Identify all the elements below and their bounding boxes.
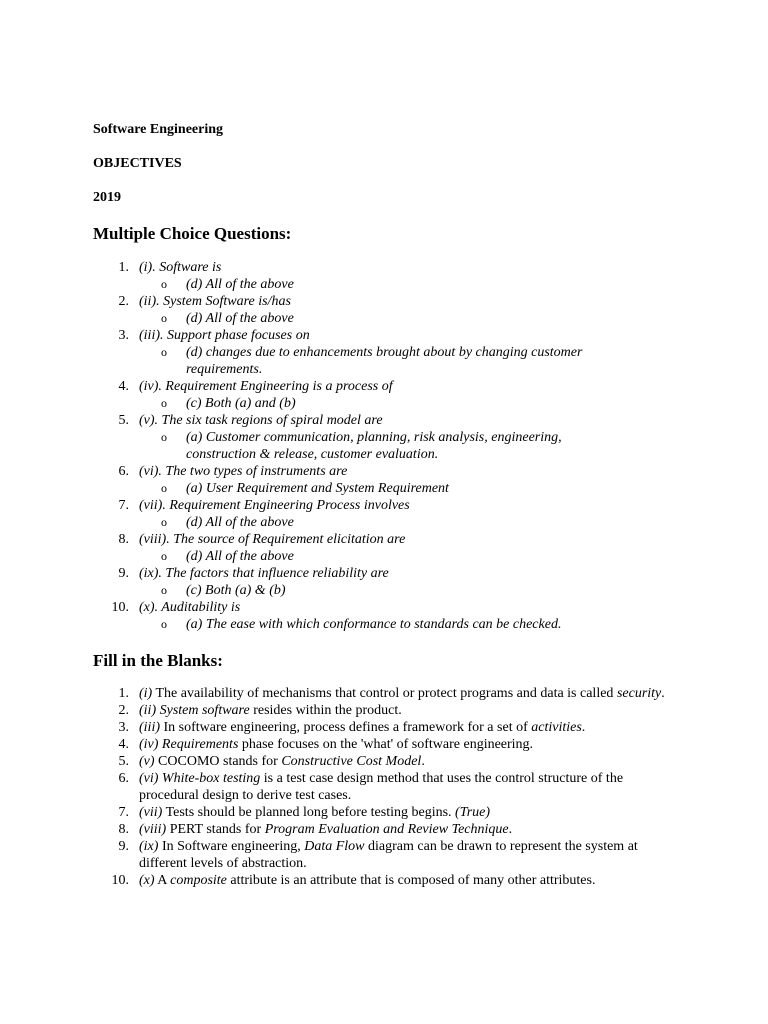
mcq-list [0,259,768,633]
fib-item [0,804,684,821]
fib-text-run: diagram can be drawn to represent the system at different levels of abstraction. [139,839,638,871]
fib-text-run: In software engineering, process defines a framework for a set of [160,720,532,735]
fib-emphasis: Data Flow [304,839,365,854]
mcq-question-text: (v). The six task regions of spiral model are [139,413,383,428]
mcq-question [0,412,684,429]
fib-item [0,719,684,736]
fib-number: 3. [118,720,129,735]
fib-text [139,838,684,872]
mcq-answer-text: (a) The ease with which conformance to standards can be checked. [186,617,562,632]
fib-number: 4. [118,737,129,752]
mcq-item [0,599,768,633]
fib-emphasis: (True) [455,805,491,820]
mcq-number: 3. [118,328,129,343]
mcq-number: 1. [118,260,129,275]
fib-text-run: . [421,754,425,769]
bullet-icon: o [161,396,167,410]
mcq-number: 5. [118,413,129,428]
mcq-question [0,327,684,344]
fib-text [139,753,684,770]
fib-emphasis: (vii) [139,805,163,820]
fib-emphasis: (x) [139,873,155,888]
fib-text [139,702,684,719]
fib-item [0,702,684,719]
mcq-item [0,497,768,531]
mcq-question-text: (vi). The two types of instruments are [139,464,348,479]
mcq-answer [0,582,626,599]
bullet-icon: o [161,430,167,444]
bullet-icon: o [161,311,167,325]
mcq-answer [0,480,626,497]
fib-number: 9. [118,839,129,854]
year-label: 2019 [93,190,121,205]
fib-text-run: resides within the product. [249,703,402,718]
mcq-answer-text: (d) changes due to enhancements brought about by changing customer requirements. [186,345,583,377]
mcq-answer-text: (d) All of the above [186,311,294,326]
mcq-question-text: (viii). The source of Requirement elicitation are [139,532,406,547]
mcq-question [0,497,684,514]
fib-emphasis: (iii) [139,720,160,735]
mcq-question [0,259,684,276]
bullet-icon: o [161,345,167,359]
mcq-number: 4. [118,379,129,394]
fib-text [139,872,684,889]
fib-emphasis: (viii) [139,822,167,837]
fib-item [0,736,684,753]
fib-emphasis: (v) [139,754,155,769]
fib-heading: Fill in the Blanks: [93,651,223,670]
mcq-number: 9. [118,566,129,581]
mcq-item [0,378,768,412]
mcq-answer-text: (c) Both (a) & (b) [186,583,286,598]
mcq-item [0,463,768,497]
mcq-number: 2. [118,294,129,309]
fib-list [0,685,768,889]
fib-text [139,685,684,702]
fib-number: 10. [111,873,129,888]
fib-number: 5. [118,754,129,769]
bullet-icon: o [161,481,167,495]
mcq-answer [0,395,626,412]
fib-text [139,821,684,838]
mcq-question-text: (ix). The factors that influence reliability are [139,566,389,581]
mcq-question-text: (ii). System Software is/has [139,294,291,309]
bullet-icon: o [161,583,167,597]
fib-text-run: . [508,822,513,837]
bullet-icon: o [161,617,167,631]
fib-item [0,753,684,770]
fib-text-run: PERT stands for [166,822,265,837]
mcq-answer-text: (d) All of the above [186,277,294,292]
mcq-item [0,293,768,327]
fib-text-run: Tests should be planned long before testing begins. [162,805,456,820]
mcq-answer [0,310,626,327]
mcq-item [0,327,768,378]
mcq-question [0,463,684,480]
mcq-item [0,531,768,565]
fib-number: 7. [118,805,129,820]
mcq-answer-text: (d) All of the above [186,549,294,564]
fib-emphasis: (i) [139,686,153,701]
fib-emphasis: security [616,686,662,701]
document-title: Software Engineering [93,122,224,137]
fib-item [0,872,684,889]
mcq-answer-text: (d) All of the above [186,515,294,530]
mcq-answer-text: (c) Both (a) and (b) [186,396,296,411]
mcq-answer-text: (a) User Requirement and System Requirement [186,481,449,496]
objectives-label: OBJECTIVES [93,156,182,171]
mcq-answer [0,276,626,293]
mcq-question [0,378,684,395]
mcq-answer [0,344,626,378]
fib-text-run: . [661,686,665,701]
fib-text-run: . [581,720,586,735]
fib-emphasis: Constructive Cost Model [281,754,422,769]
fib-emphasis: Program Evaluation and Review Technique [264,822,509,837]
fib-text-run: COCOMO stands for [154,754,282,769]
fib-number: 6. [118,771,129,786]
fib-item [0,770,684,804]
fib-text [139,770,684,804]
fib-text-run: is a test case design method that uses the control structure of the procedural design to derive test cases. [139,771,624,803]
fib-number: 8. [118,822,129,837]
mcq-answer [0,548,626,565]
mcq-item [0,565,768,599]
mcq-answer [0,514,626,531]
mcq-answer [0,616,626,633]
mcq-number: 7. [118,498,129,513]
fib-text-run: A [154,873,171,888]
fib-number: 1. [118,686,129,701]
mcq-answer-text: (a) Customer communication, planning, risk analysis, engineering, construction & release, customer evaluation. [186,430,562,462]
mcq-question-text: (iv). Requirement Engineering is a process of [139,379,393,394]
bullet-icon: o [161,515,167,529]
fib-number: 2. [118,703,129,718]
fib-item [0,685,684,702]
mcq-question [0,599,684,616]
fib-text-run: phase focuses on the 'what' of software engineering. [238,737,534,752]
mcq-question-text: (iii). Support phase focuses on [139,328,310,343]
bullet-icon: o [161,549,167,563]
fib-emphasis: (ii) System software [139,703,250,718]
mcq-answer [0,429,626,463]
fib-item [0,821,684,838]
fib-emphasis: composite [170,873,227,888]
mcq-question-text: (vii). Requirement Engineering Process involves [139,498,410,513]
fib-text [139,719,684,736]
fib-text-run: In Software engineering, [158,839,305,854]
fib-text-run: attribute is an attribute that is composed of many other attributes. [226,873,596,888]
mcq-number: 8. [118,532,129,547]
mcq-number: 10. [111,600,129,615]
fib-emphasis: activities [531,720,582,735]
fib-text [139,804,684,821]
mcq-number: 6. [118,464,129,479]
fib-emphasis: (vi) White-box testing [139,771,261,786]
mcq-item [0,412,768,463]
fib-emphasis: (ix) [139,839,159,854]
mcq-question-text: (i). Software is [139,260,222,275]
mcq-heading: Multiple Choice Questions: [93,224,292,243]
fib-text-run: The availability of mechanisms that control or protect programs and data is called [152,686,617,701]
mcq-item [0,259,768,293]
fib-emphasis: (iv) Requirements [139,737,239,752]
fib-item [0,838,684,872]
mcq-question-text: (x). Auditability is [139,600,241,615]
mcq-question [0,293,684,310]
mcq-question [0,531,684,548]
bullet-icon: o [161,277,167,291]
mcq-question [0,565,684,582]
fib-text [139,736,684,753]
